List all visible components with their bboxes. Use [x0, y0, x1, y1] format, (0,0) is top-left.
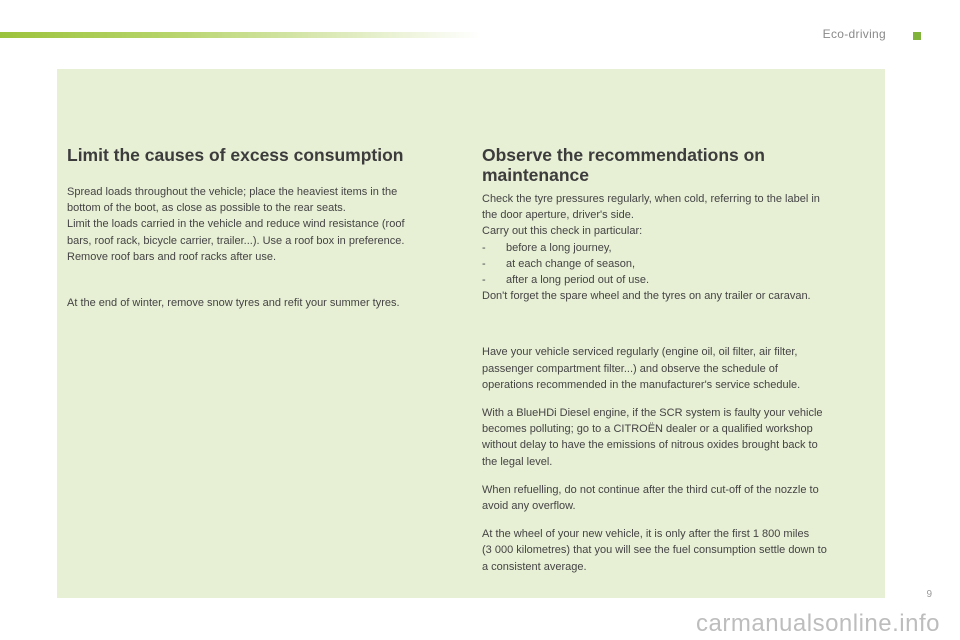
section-title: Eco-driving [822, 27, 886, 41]
load-advice-line: bars, roof rack, bicycle carrier, trailer...). Use a roof box in preference. [67, 234, 405, 247]
tyre-pressure-paragraph [482, 191, 874, 304]
new-vehicle-line: At the wheel of your new vehicle, it is only after the first 1 800 miles [482, 528, 810, 541]
winter-tyres-paragraph: At the end of winter, remove snow tyres and refit your summer tyres. [67, 297, 400, 310]
load-advice-line: Remove roof bars and roof racks after use. [67, 250, 277, 263]
right-heading [482, 145, 874, 185]
load-advice-line: Limit the loads carried in the vehicle and reduce wind resistance (roof [67, 218, 405, 231]
tyre-intro-line: Check the tyre pressures regularly, when cold, referring to the label in [482, 193, 820, 205]
tyre-check-list [482, 240, 874, 289]
service-line: operations recommended in the manufacturer's service schedule. [482, 378, 801, 391]
service-line: Have your vehicle serviced regularly (engine oil, oil filter, air filter, [482, 346, 798, 359]
right-heading-line: maintenance [482, 165, 589, 185]
bluehdi-paragraph [482, 405, 874, 470]
load-advice-line: Spread loads throughout the vehicle; place the heaviest items in the [67, 186, 398, 198]
corner-marker [913, 32, 921, 40]
left-heading: Limit the causes of excess consumption [67, 145, 404, 165]
list-item: - after a long period out of use. [482, 272, 874, 288]
spare-wheel-note: Don't forget the spare wheel and the tyres on any trailer or caravan. [482, 290, 811, 303]
right-heading-line: Observe the recommendations on [482, 145, 765, 165]
load-advice-paragraph [67, 184, 452, 265]
bluehdi-line: without delay to have the emissions of nitrous oxides brought back to [482, 439, 818, 452]
right-column [482, 145, 874, 575]
page-number: 9 [926, 589, 932, 600]
new-vehicle-line: a consistent average. [482, 560, 587, 573]
refuelling-paragraph [482, 482, 874, 514]
bluehdi-line: With a BlueHDi Diesel engine, if the SCR system is faulty your vehicle [482, 407, 823, 420]
refuelling-line: When refuelling, do not continue after the third cut-off of the nozzle to [482, 483, 819, 496]
tyre-check-intro: Carry out this check in particular: [482, 225, 643, 238]
new-vehicle-line: (3 000 kilometres) that you will see the fuel consumption settle down to [482, 544, 827, 557]
refuelling-line: avoid any overflow. [482, 500, 576, 513]
list-item: - at each change of season, [482, 256, 874, 272]
bluehdi-line: becomes polluting; go to a CITROËN dealer or a qualified workshop [482, 423, 813, 436]
new-vehicle-paragraph [482, 526, 874, 575]
bluehdi-line: the legal level. [482, 455, 553, 468]
watermark: carmanualsonline.info [696, 610, 940, 637]
load-advice-line: bottom of the boot, as close as possible to the rear seats. [67, 202, 346, 215]
header-accent-bar [0, 32, 480, 38]
service-line: passenger compartment filter...) and observe the schedule of [482, 362, 778, 375]
left-column [67, 145, 452, 311]
service-paragraph [482, 344, 874, 393]
tyre-intro-line: the door aperture, driver's side. [482, 209, 634, 222]
list-item: - before a long journey, [482, 240, 874, 256]
